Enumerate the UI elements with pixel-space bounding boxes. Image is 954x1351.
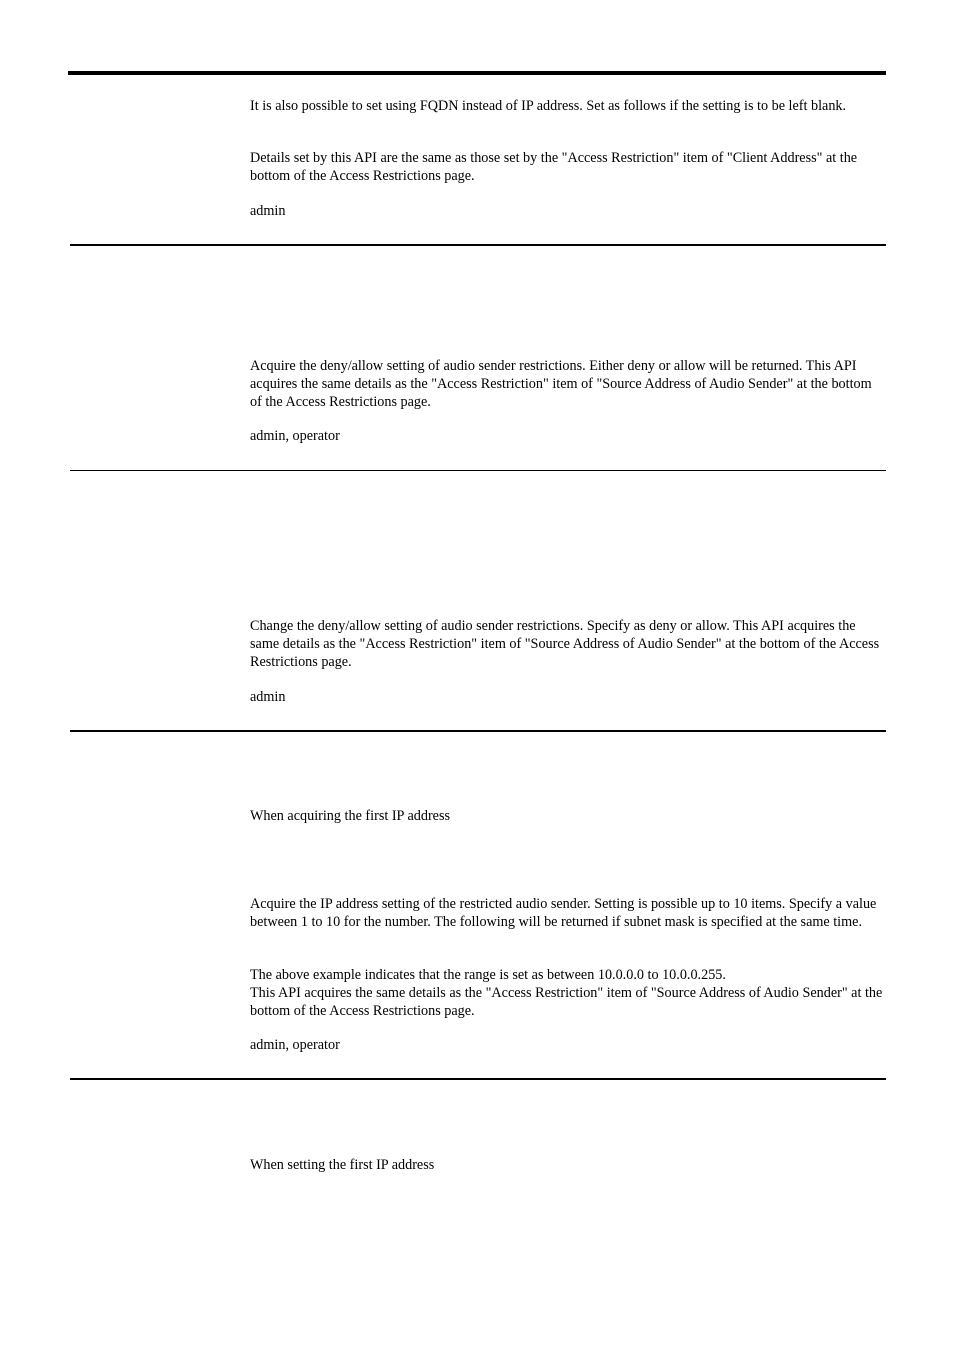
section-divider-2 — [70, 470, 886, 471]
section-3-permission: admin — [250, 689, 286, 705]
section-2-description: Acquire the deny/allow setting of audio sender restrictions. Either deny or allow will be returned. This API acquires the same details as the "Access Restriction" item of "Source Address of Audio Sender" at the bottom of the Access Restrictions page. — [250, 358, 872, 410]
section-divider-4 — [70, 1078, 886, 1080]
section-4-example-caption: When acquiring the first IP address — [250, 808, 451, 824]
section-divider-3 — [70, 730, 886, 732]
section-2-permission: admin, operator — [250, 428, 340, 444]
section-3-description: Change the deny/allow setting of audio sender restrictions. Specify as deny or allow. This API acquires the same details as the "Access Restriction" item of "Source Address of Audio Sender" at the bottom of the Access Restrictions page. — [250, 618, 880, 670]
section-4-range-note: The above example indicates that the range is set as between 10.0.0.0 to 10.0.0.255. — [250, 967, 726, 983]
section-1-permission: admin — [250, 203, 286, 219]
section-divider-1 — [70, 244, 886, 246]
section-5-example-caption: When setting the first IP address — [250, 1157, 435, 1173]
section-4-description: Acquire the IP address setting of the restricted audio sender. Setting is possible up to 10 items. Specify a value between 1 to 10 for the number. The following will be returned if subnet mask is specified at the same time. — [250, 896, 877, 930]
section-4-range-note-2: This API acquires the same details as the "Access Restriction" item of "Source Address of Audio Sender" at the bottom of the Access Restrictions page. — [250, 985, 883, 1019]
section-4-permission: admin, operator — [250, 1037, 340, 1053]
section-1-description: Details set by this API are the same as those set by the "Access Restriction" item of "Client Address" at the bottom of the Access Restrictions page. — [250, 150, 858, 184]
top-rule — [68, 71, 886, 75]
fqdn-note: It is also possible to set using FQDN instead of IP address. Set as follows if the setting is to be left blank. — [250, 98, 847, 114]
